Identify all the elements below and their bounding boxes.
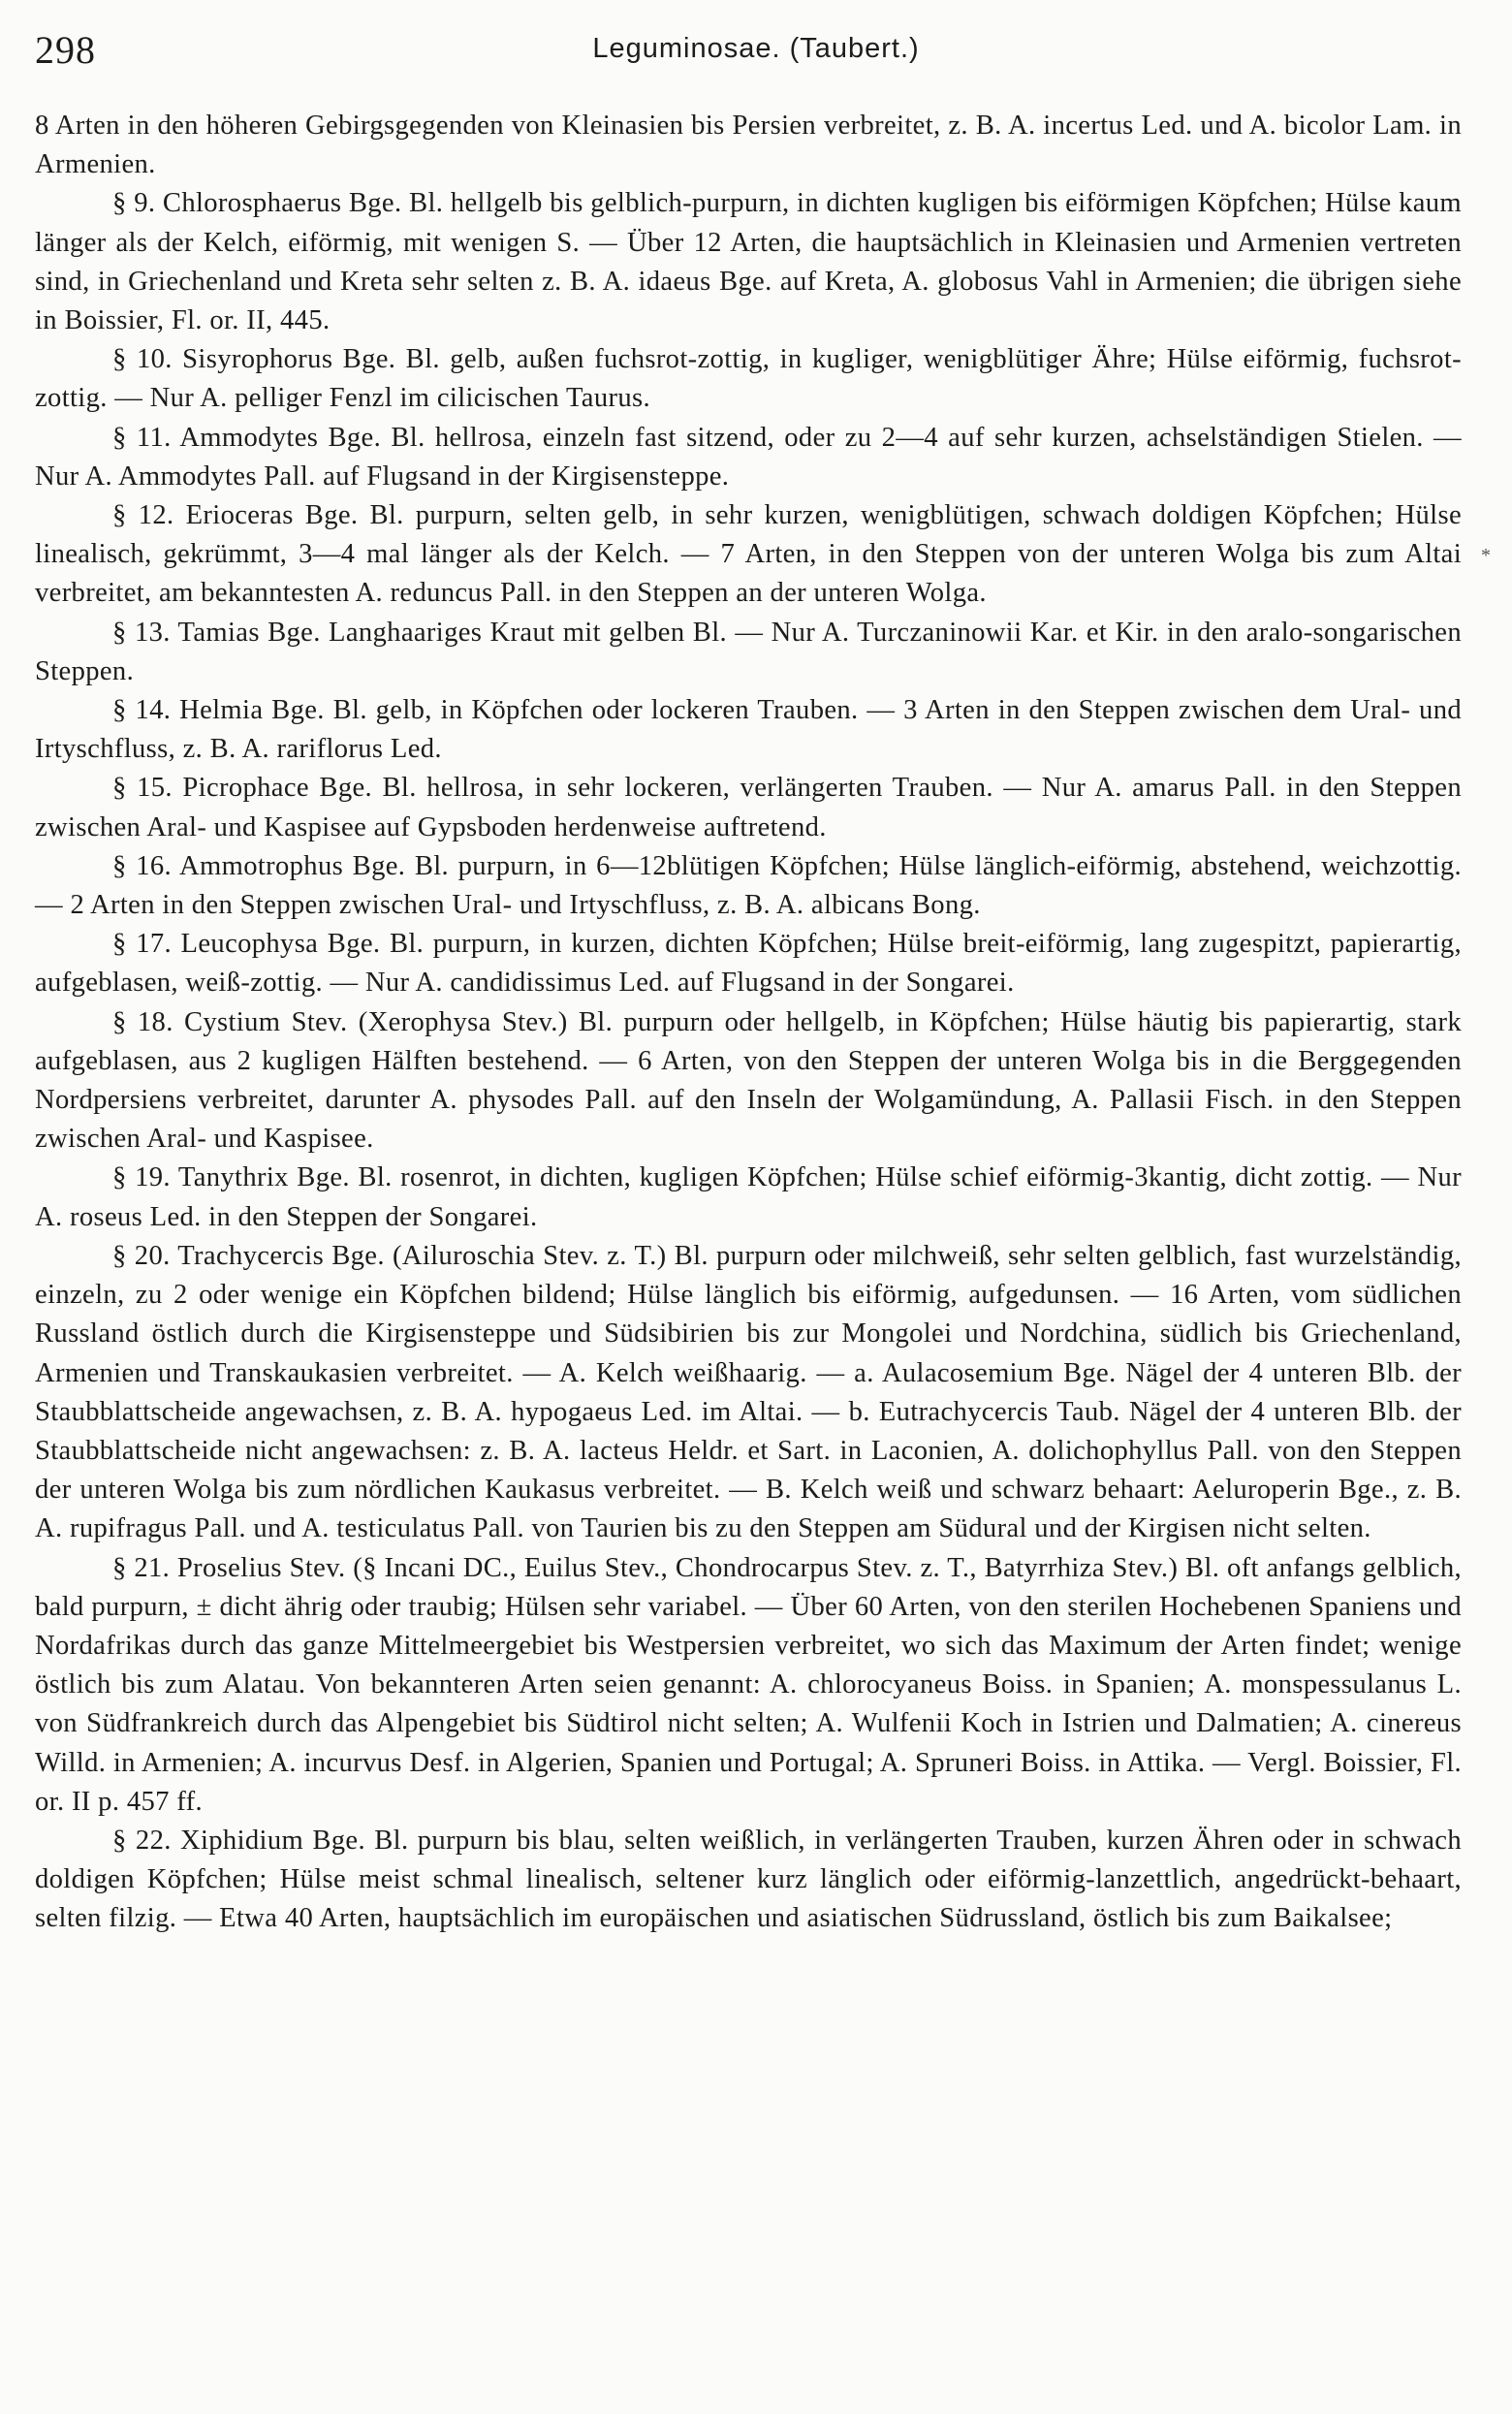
section-15: § 15. Picrophace Bge. Bl. hellrosa, in sehr lockeren, verlängerten Trauben. — Nur A. amarus Pall. in den Steppen zwischen Aral- und Kaspisee auf Gypsboden herdenweise auftretend.: [35, 773, 1462, 842]
page-header: [35, 27, 1477, 78]
section-20: § 20. Trachycercis Bge. (Ailuroschia Stev. z. T.) Bl. purpurn oder milchweiß, sehr selten gelblich, fast wurzelständig, einzeln, zu 2 oder wenige ein Köpfchen bildend; Hülse länglich bis eiförmig, aufgedunsen. — 16 Arten, vom südlichen Russland östlich durch die Kirgisensteppe und Südsibirien bis zur Mongolei und Nordchina, südlich bis Griechenland, Armenien und Transkaukasien verbreitet. — A. Kelch weißhaarig. — a. Aulacosemium Bge. Nägel der 4 unteren Blb. der Staubblattscheide angewachsen, z. B. A. hypogaeus Led. im Altai. — b. Eutrachycercis Taub. Nägel der 4 unteren Blb. der Staubblattscheide nicht angewachsen: z. B. A. lacteus Heldr. et Sart. in Laconien, A. dolichophyllus Pall. von den Steppen der unteren Wolga bis zum nördlichen Kaukasus verbreitet. — B. Kelch weiß und schwarz behaart: Aeluroperin Bge., z. B. A. rupifragus Pall. und A. testiculatus Pall. von Taurien bis zu den Steppen am Südural und der Kirgisen nicht selten.: [35, 1240, 1462, 1544]
margin-mark: *: [1481, 545, 1491, 566]
section-22: § 22. Xiphidium Bge. Bl. purpurn bis blau, selten weißlich, in verlängerten Trauben, kurzen Ähren oder in schwach doldigen Köpfchen; Hülse meist schmal linealisch, seltener kurz länglich oder eiförmig-lanzettlich, angedrückt-behaart, selten filzig. — Etwa 40 Arten, hauptsächlich im europäischen und asiatischen Südrussland, östlich bis zum Baikalsee;: [35, 1825, 1462, 1934]
section-9: § 9. Chlorosphaerus Bge. Bl. hellgelb bis gelblich-purpurn, in dichten kugligen bis eiförmigen Köpfchen; Hülse kaum länger als der Kelch, eiförmig, mit wenigen S. — Über 12 Arten, die hauptsächlich in Kleinasien und Armenien vertreten sind, in Griechenland und Kreta sehr selten z. B. A. idaeus Bge. auf Kreta, A. globosus Vahl in Armenien; die übrigen siehe in Boissier, Fl. or. II, 445.: [35, 188, 1462, 336]
section-18: § 18. Cystium Stev. (Xerophysa Stev.) Bl. purpurn oder hellgelb, in Köpfchen; Hülse häutig bis papierartig, stark aufgeblasen, aus 2 kugligen Hälften bestehend. — 6 Arten, von den Steppen der unteren Wolga bis in die Berggegenden Nordpersiens verbreitet, darunter A. physodes Pall. auf den Inseln der Wolgamündung, A. Pallasii Fisch. in den Steppen zwischen Aral- und Kaspisee.: [35, 1006, 1462, 1155]
section-14: § 14. Helmia Bge. Bl. gelb, in Köpfchen oder lockeren Trauben. — 3 Arten in den Steppen zwischen dem Ural- und Irtyschfluss, z. B. A. rariflorus Led.: [35, 695, 1462, 765]
section-13: § 13. Tamias Bge. Langhaariges Kraut mit gelben Bl. — Nur A. Turczaninowii Kar. et Kir. in den aralo-songarischen Steppen.: [35, 617, 1462, 686]
page-number: 298: [35, 28, 96, 72]
paragraph-continuation: 8 Arten in den höheren Gebirgsgegenden von Kleinasien bis Persien verbreitet, z. B. A. incertus Led. und A. bicolor Lam. in Armenien.: [35, 111, 1462, 180]
section-12: § 12. Erioceras Bge. Bl. purpurn, selten gelb, in sehr kurzen, wenigblütigen, schwach doldigen Köpfchen; Hülse linealisch, gekrümmt, 3—4 mal länger als der Kelch. — 7 Arten, in den Steppen von der unteren Wolga bis zum Altai verbreitet, am bekanntesten A. reduncus Pall. in den Steppen an der unteren Wolga.: [35, 500, 1462, 609]
section-11: § 11. Ammodytes Bge. Bl. hellrosa, einzeln fast sitzend, oder zu 2—4 auf sehr kurzen, achselständigen Stielen. — Nur A. Ammodytes Pall. auf Flugsand in der Kirgisensteppe.: [35, 422, 1462, 492]
section-10: § 10. Sisyrophorus Bge. Bl. gelb, außen fuchsrot-zottig, in kugliger, wenigblütiger Ähre; Hülse eiförmig, fuchsrot-zottig. — Nur A. pelliger Fenzl im cilicischen Taurus.: [35, 344, 1462, 414]
section-21: § 21. Proselius Stev. (§ Incani DC., Euilus Stev., Chondrocarpus Stev. z. T., Batyrrhiza Stev.) Bl. oft anfangs gelblich, bald purpurn, ± dicht ährig oder traubig; Hülsen sehr variabel. — Über 60 Arten, von den sterilen Hochebenen Spaniens und Nordafrikas durch das ganze Mittelmeergebiet bis Westpersien verbreitet, wo sich das Maximum der Arten findet; wenige östlich bis zum Alatau. Von bekannteren Arten seien genannt: A. chlorocyaneus Boiss. in Spanien; A. monspessulanus L. von Südfrankreich durch das Alpengebiet bis Südtirol nicht selten; A. Wulfenii Koch in Istrien und Dalmatien; A. cinereus Willd. in Armenien; A. incurvus Desf. in Algerien, Spanien und Portugal; A. Spruneri Boiss. in Attika. — Vergl. Boissier, Fl. or. II p. 457 ff.: [35, 1552, 1462, 1817]
section-17: § 17. Leucophysa Bge. Bl. purpurn, in kurzen, dichten Köpfchen; Hülse breit-eiförmig, lang zugespitzt, papierartig, aufgeblasen, weiß-zottig. — Nur A. candidissimus Led. auf Flugsand in der Songarei.: [35, 929, 1462, 999]
running-head: Leguminosae. (Taubert.): [592, 33, 920, 64]
section-16: § 16. Ammotrophus Bge. Bl. purpurn, in 6—12blütigen Köpfchen; Hülse länglich-eiförmig, abstehend, weichzottig. — 2 Arten in den Steppen zwischen Ural- und Irtyschfluss, z. B. A. albicans Bong.: [35, 850, 1462, 921]
body-text: [35, 107, 1462, 1939]
section-19: § 19. Tanythrix Bge. Bl. rosenrot, in dichten, kugligen Köpfchen; Hülse schief eiförmig-3kantig, dicht zottig. — Nur A. roseus Led. in den Steppen der Songarei.: [35, 1162, 1462, 1232]
